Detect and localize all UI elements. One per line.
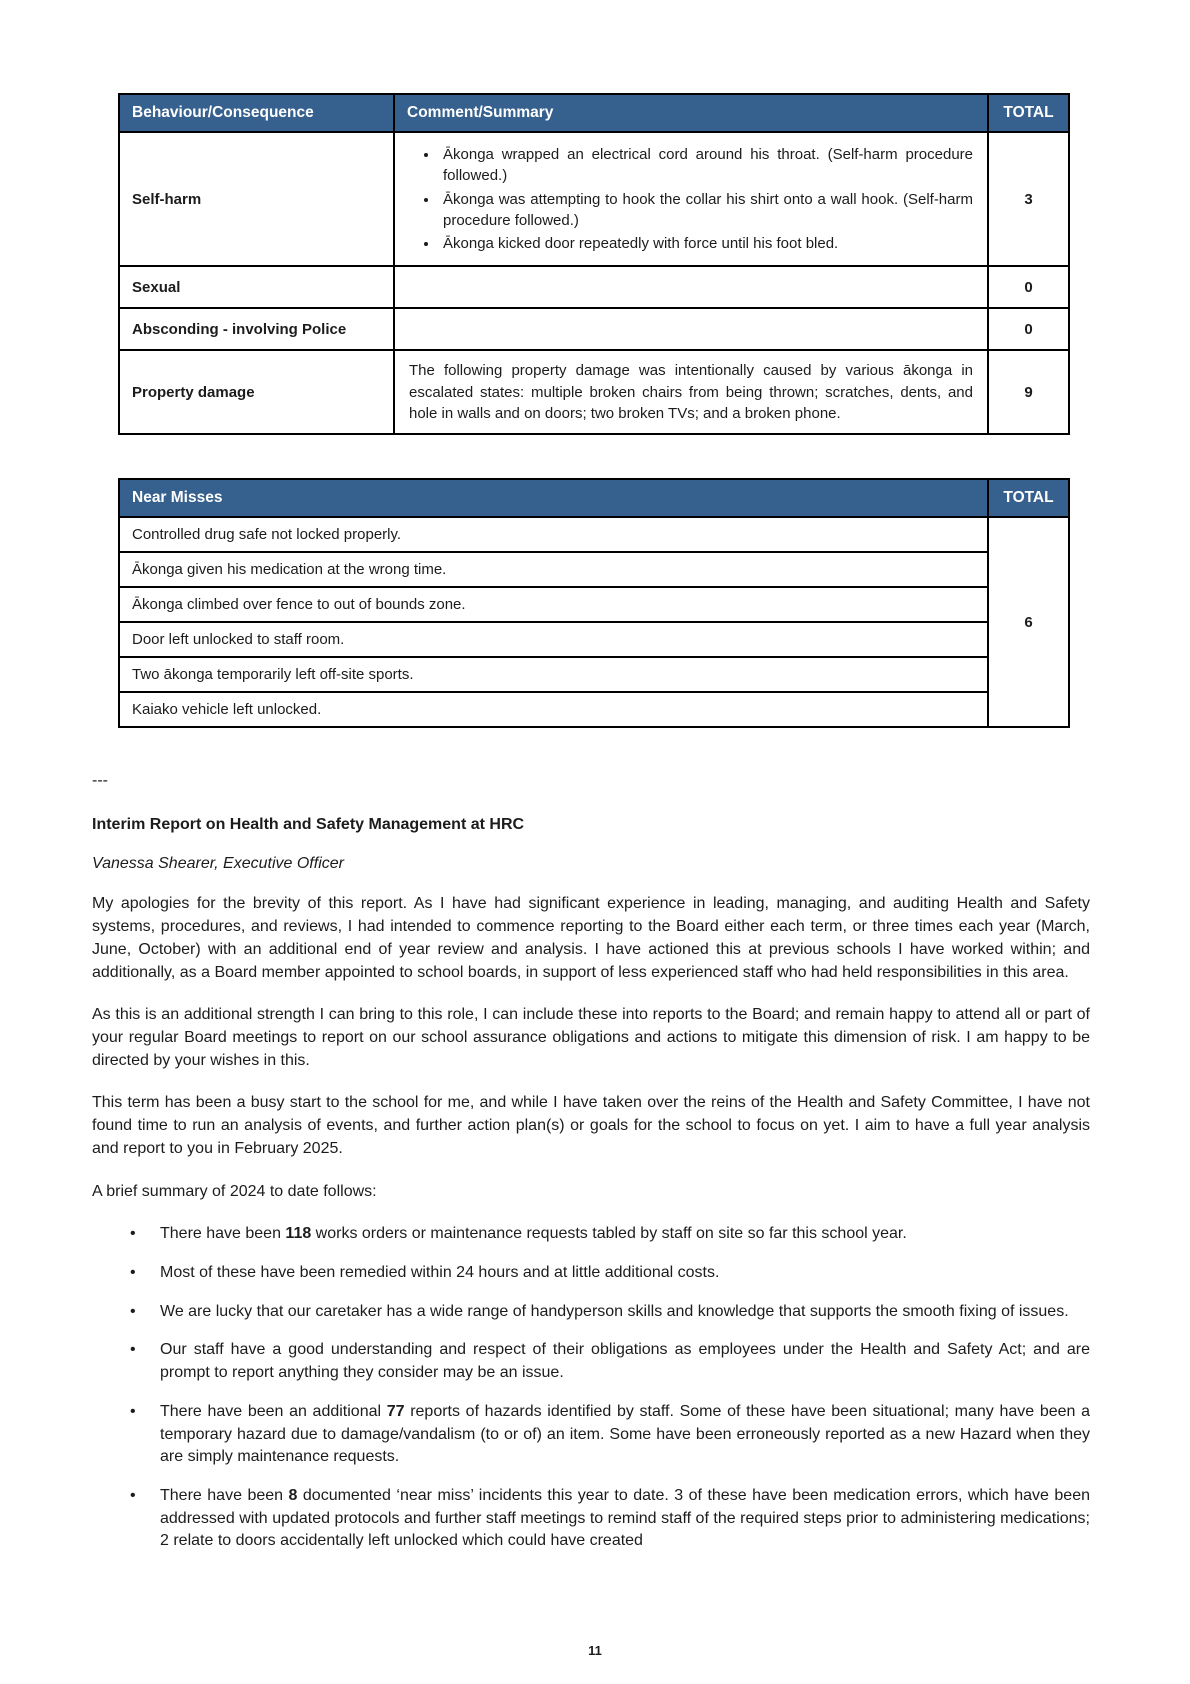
- summary-bullet: • Our staff have a good understanding and respect of their obligations as employees under the Health and Safety Act; and are prompt to report anything they consider may be an issue.: [92, 1339, 1090, 1384]
- table-row: [119, 657, 1069, 692]
- table-row-sexual: [119, 266, 1069, 308]
- total-value: 3: [988, 132, 1069, 266]
- summary-bullet: • There have been 8 documented ‘near miss’ incidents this year to date. 3 of these have been medication errors, which have been addressed with updated protocols and further staff meetings to remind staff of the required steps prior to administering medications; 2 relate to doors accidentally left unlocked which could have created: [92, 1485, 1090, 1553]
- near-misses-column-header: Near Misses: [119, 479, 988, 517]
- near-miss-item: Two ākonga temporarily left off-site sports.: [119, 657, 988, 692]
- behaviour-consequence-table: [118, 93, 1070, 435]
- report-paragraph: This term has been a busy start to the school for me, and while I have taken over the reins of the Health and Safety Committee, I have not found time to run an analysis of events, and further action plan(s) or goals for the school to focus on yet. I aim to have a full year analysis and report to you in February 2025.: [92, 1094, 1090, 1157]
- comment-cell: [394, 132, 988, 266]
- summary-bullet: • Most of these have been remedied within 24 hours and at little additional costs.: [92, 1262, 1090, 1285]
- table-row: [119, 587, 1069, 622]
- comment-bullet: • Ākonga kicked door repeatedly with force until his foot bled.: [439, 233, 973, 254]
- summary-bullet: • There have been an additional 77 reports of hazards identified by staff. Some of these have been situational; many have been a temporary hazard due to damage/vandalism (to or of) an item. Some have been erroneously reported as a new Hazard when they are simply maintenance requests.: [92, 1401, 1090, 1469]
- table-row: [119, 692, 1069, 727]
- summary-bullet: • There have been 118 works orders or maintenance requests tabled by staff on site so far this school year.: [92, 1223, 1090, 1246]
- table-row: [119, 517, 1069, 552]
- near-miss-item: Ākonga climbed over fence to out of bounds zone.: [119, 587, 988, 622]
- table-row-property-damage: [119, 350, 1069, 434]
- near-miss-item: Kaiako vehicle left unlocked.: [119, 692, 988, 727]
- summary-intro: A brief summary of 2024 to date follows:: [92, 1182, 377, 1200]
- near-misses-total-value: 6: [988, 517, 1069, 727]
- near-miss-item: Controlled drug safe not locked properly.: [119, 517, 988, 552]
- table-row-absconding: [119, 308, 1069, 350]
- report-byline: Vanessa Shearer, Executive Officer: [92, 855, 344, 873]
- comment-cell: [394, 308, 988, 350]
- table-row: [119, 622, 1069, 657]
- behaviour-column-header: Behaviour/Consequence: [119, 94, 394, 132]
- table-row: [119, 552, 1069, 587]
- near-misses-table: [118, 478, 1070, 728]
- total-value: 9: [988, 350, 1069, 434]
- comment-bullet: • Ākonga wrapped an electrical cord around his throat. (Self-harm procedure followed.): [439, 144, 973, 187]
- summary-bullet: • We are lucky that our caretaker has a wide range of handyperson skills and knowledge that supports the smooth fixing of issues.: [92, 1301, 1090, 1324]
- document-content: [0, 93, 1190, 1553]
- behaviour-label: Sexual: [119, 266, 394, 308]
- report-title: Interim Report on Health and Safety Management at HRC: [92, 816, 525, 834]
- comment-cell: [394, 266, 988, 308]
- comment-cell: [394, 350, 988, 434]
- behaviour-label: Absconding - involving Police: [119, 308, 394, 350]
- comment-bullet-list: [409, 144, 973, 254]
- report-paragraph: My apologies for the brevity of this report. As I have had significant experience in leading, managing, and auditing Health and Safety systems, procedures, and reviews, I had intended to commence reporting to the Board either each term, or three times each year (March, June, October) with an additional end of year review and analysis. I have actioned this at previous schools I have worked within; and additionally, as a Board member appointed to school boards, in support of less experienced staff who had held responsibilities in this area.: [92, 895, 1090, 981]
- behaviour-label: Property damage: [119, 350, 394, 434]
- near-misses-header-row: [119, 479, 1069, 517]
- comment-text: The following property damage was intentionally caused by various ākonga in escalated states: multiple broken chairs from being thrown; scratches, dents, and hole in walls and on doors; two broken TVs; and a broken phone.: [409, 362, 973, 423]
- total-column-header: TOTAL: [988, 94, 1069, 132]
- total-value: 0: [988, 266, 1069, 308]
- near-miss-item: Ākonga given his medication at the wrong time.: [119, 552, 988, 587]
- section-separator: ---: [92, 772, 108, 790]
- near-miss-item: Door left unlocked to staff room.: [119, 622, 988, 657]
- report-paragraph: As this is an additional strength I can bring to this role, I can include these into reports to the Board; and remain happy to attend all or part of your regular Board meetings to report on our school assurance obligations and actions to mitigate this dimension of risk. I am happy to be directed by your wishes in this.: [92, 1006, 1090, 1069]
- comment-column-header: Comment/Summary: [394, 94, 988, 132]
- page-number: 11: [588, 1643, 602, 1658]
- summary-bullet-list: [92, 1223, 1090, 1553]
- total-column-header: TOTAL: [988, 479, 1069, 517]
- comment-bullet: • Ākonga was attempting to hook the collar his shirt onto a wall hook. (Self-harm procedure followed.): [439, 189, 973, 232]
- total-value: 0: [988, 308, 1069, 350]
- behaviour-label: Self-harm: [119, 132, 394, 266]
- behaviour-table-header-row: [119, 94, 1069, 132]
- table-row-self-harm: [119, 132, 1069, 266]
